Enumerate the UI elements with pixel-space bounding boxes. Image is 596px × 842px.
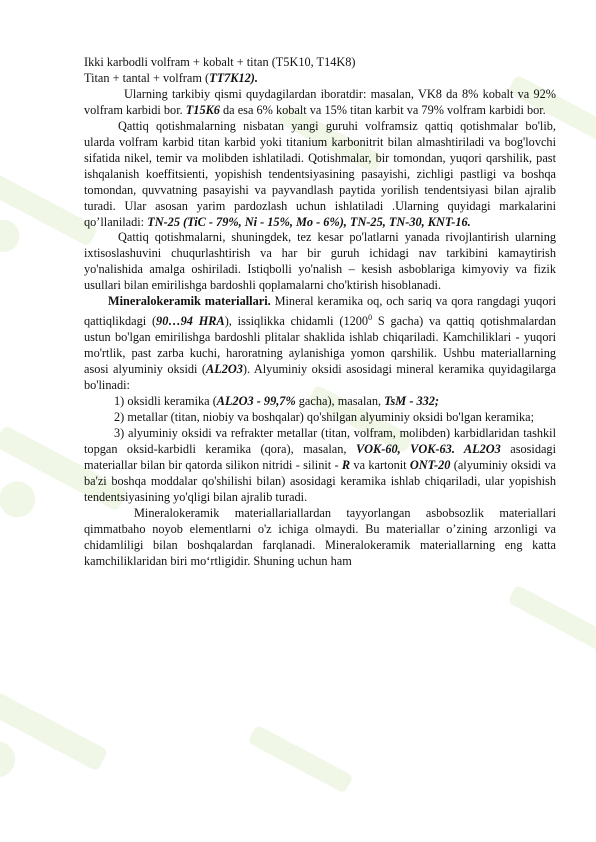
section-heading: Mineralokeramik materiallari. <box>108 294 271 309</box>
text-line: Ikki karbodli volfram + kobalt + titan (T5K10, T14K8) <box>84 55 356 69</box>
list-item-oxide-ceramics <box>84 394 556 410</box>
list-text: asosidagi materiallar bilan bir qatorda silikon nitridi - silinit - <box>84 441 556 472</box>
paragraph-text: S gacha) va qattiq qotishmalardan ustun bo'lgan emirilishga bardoshli plitalar shaklida ishlab chiqariladi. Kamchiliklari - yuqori mo'rtlik, past zarba kuchi, haroratning aylanishiga yomon qarshilik. Ushbu materiallarning asosi alyuminiy oksidi ( <box>84 314 557 377</box>
text-line: Titan + tantal + volfram ( <box>84 70 210 85</box>
paragraph-text: Qattiq qotishmalarning nisbatan yangi guruhi volframsiz qattiq qotishmalar bo'lib, ularda volfram karbid titan karbid yoki titanium karbonitrit bilan almashtiriladi va bog'lovchi sifatida nikel, temir va molibden ishlatiladi. Qotishmalar, bir tomondan, yuqori qarshilik, past ishqalanish koeffitsienti, yopishish tendentsiyasining pasayishi, zichligi pastligi va boshqa tomondan, quvvatning pasayishi va payvandlash paytida yorilish tendentsiyasi bilan ajralib turadi. Ular asosan yarim pardozlash uchun ishlatiladi .Ularning quyidagi markalarini qo’llaniladi: <box>84 118 556 229</box>
formula: AL2O3 <box>206 362 243 377</box>
paragraph-tungsten-free <box>84 119 556 231</box>
document-body <box>84 55 556 570</box>
formula: AL2O3 - 99,7% <box>216 394 296 409</box>
paragraph-text: Ularning tarkibiy qismi quydagilardan iboratdir: masalan, VK8 da 8% kobalt va 92% volfram karbidi bor. <box>84 86 556 117</box>
paragraph-composition <box>84 87 556 119</box>
list-text: va kartonit <box>350 457 410 472</box>
line-two-carbide <box>84 55 556 71</box>
paragraph-text: Mineral keramika oq, och sariq va qora rangdagi yuqori qattiqlikdagi ( <box>84 294 556 329</box>
list-text: gacha), masalan, <box>295 394 385 409</box>
grade-code: VOK-60, VOK-63. AL2O3 <box>355 441 501 456</box>
grade-code: T15K6 <box>185 102 220 117</box>
list-text: 3) alyuminiy oksidi va refrakter metallar (titan, volfram, molibden) karbidlaridan tashkil topgan oksid-karbidli keramika (qora), masalan, <box>84 426 556 456</box>
paragraph-development <box>84 230 556 294</box>
grade-list: TN-25 (TiC - 79%, Ni - 15%, Mo - 6%), TN-25, TN-30, KNT-16. <box>147 214 471 229</box>
paragraph-text: ), issiqlikka chidamli (1200 <box>224 314 369 329</box>
list-text: 2) metallar (titan, niobiy va boshqalar) qo'shilgan alyuminiy oksidi bo'lgan keramika; <box>114 410 535 425</box>
paragraph-tool-materials <box>84 506 556 570</box>
paragraph-mineral-ceramics <box>84 294 556 394</box>
degree-superscript: 0 <box>368 313 373 323</box>
grade-code: ONT-20 <box>409 457 451 472</box>
list-text: 1) oksidli keramika ( <box>114 394 217 409</box>
paragraph-text: ). Alyuminiy oksidi asosidagi mineral keramika quyidagilarga bo'linadi: <box>84 362 556 393</box>
list-item-oxide-carbide <box>84 426 556 506</box>
grade-code: TsM - 332; <box>384 394 440 409</box>
grade-code: TT7K12). <box>209 70 258 85</box>
line-three-carbide <box>84 71 556 87</box>
paragraph-text: Mineralokeramik materiallariallardan tayyorlangan asbobsozlik materiallari qimmatbaho noyob elementlarni o'z ichiga olmaydi. Bu materiallar o’zining arzonligi va chidamliligi bilan boshqalardan farqlanadi. Mineralokeramik materiallarning eng katta kamchiliklaridan biri mo‘rtligidir. Shuning uchun ham <box>84 505 556 568</box>
grade-code: R <box>341 457 351 472</box>
hardness-value: 90…94 HRA <box>156 314 225 329</box>
paragraph-text: Qattiq qotishmalarni, shuningdek, tez kesar po'latlarni yanada rivojlantirish ularning ixtisoslashuvini chuqurlashtirish va har bir guruh ichidagi nav tarkibini kamaytirish yo'nalishida amalga oshiriladi. Istiqbolli yo'nalish – kesish asboblariga kimyoviy va fizik usullari bilan emirilishga bardoshli qoplamalarni cho'ktirish hisoblanadi. <box>84 230 556 293</box>
list-item-metal-ceramics <box>84 410 556 426</box>
paragraph-text: da esa 6% kobalt va 15% titan karbit va 79% volfram karbidi bor. <box>219 102 546 117</box>
list-text: (alyuminiy oksidi va ba'zi boshqa moddalar qo'shilishi bilan) asosidagi keramika ishlab chiqariladi, ular yopishish tendentsiyasining yo'qligi bilan ajralib turadi. <box>84 457 556 504</box>
